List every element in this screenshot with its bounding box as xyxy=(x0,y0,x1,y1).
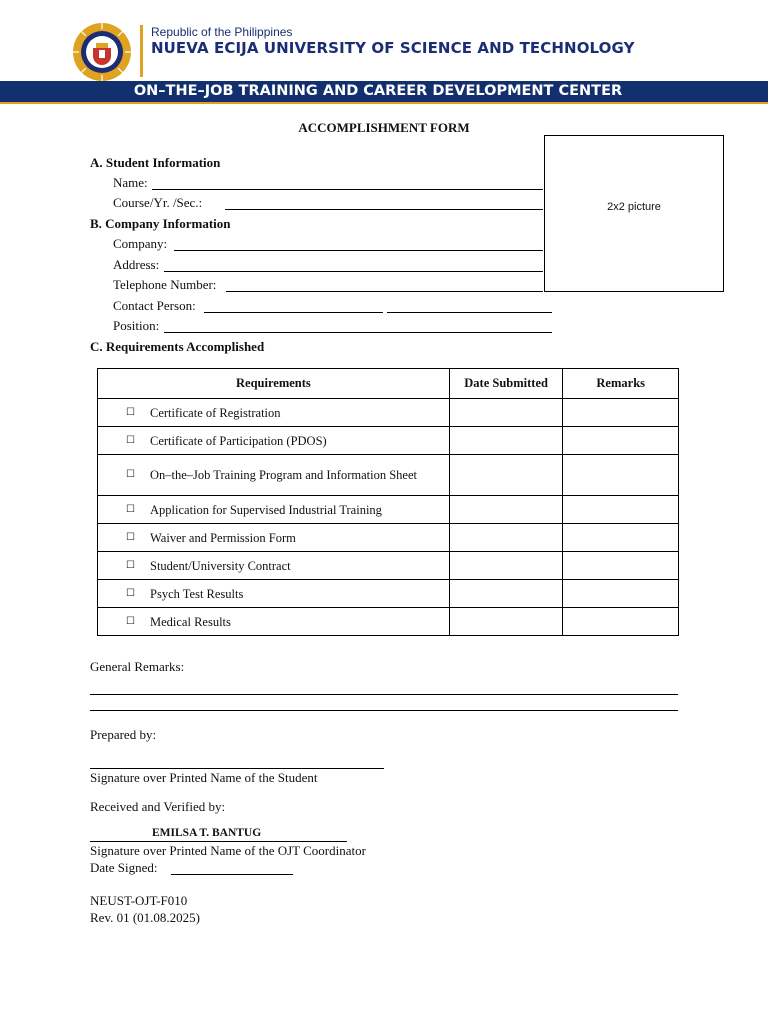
contact-number-field[interactable] xyxy=(387,312,552,313)
remarks-cell[interactable] xyxy=(563,552,679,580)
checkbox-icon[interactable]: ☐ xyxy=(126,406,135,418)
remarks-cell[interactable] xyxy=(563,496,679,524)
requirement-cell xyxy=(98,608,450,636)
remarks-cell[interactable] xyxy=(563,427,679,455)
table-row xyxy=(98,455,679,496)
checkbox-icon[interactable]: ☐ xyxy=(126,615,135,627)
checkbox-icon[interactable]: ☐ xyxy=(126,469,135,480)
general-remarks-line-1[interactable] xyxy=(90,694,678,695)
requirement-label: Certificate of Registration xyxy=(150,405,281,420)
received-verified-label: Received and Verified by: xyxy=(90,799,226,814)
section-c-heading: C. Requirements Accomplished xyxy=(90,339,265,354)
prepared-by-label: Prepared by: xyxy=(90,727,157,742)
remarks-cell[interactable] xyxy=(563,580,679,608)
center-name: ON–THE–JOB TRAINING AND CAREER DEVELOPMENT CENTER xyxy=(133,83,623,99)
checkbox-icon[interactable]: ☐ xyxy=(126,531,135,543)
remarks-cell[interactable] xyxy=(563,399,679,427)
requirement-cell xyxy=(98,524,450,552)
requirement-label: Student/University Contract xyxy=(150,558,291,573)
requirement-cell xyxy=(98,552,450,580)
requirement-label: Certificate of Participation (PDOS) xyxy=(150,433,327,448)
name-label: Name: xyxy=(113,175,148,190)
table-header-row xyxy=(98,369,679,399)
requirement-cell xyxy=(98,399,450,427)
requirement-cell xyxy=(98,455,450,496)
date-submitted-cell[interactable] xyxy=(449,427,563,455)
requirement-label: Waiver and Permission Form xyxy=(150,530,296,545)
telephone-field[interactable] xyxy=(226,291,543,292)
date-submitted-cell[interactable] xyxy=(449,552,563,580)
date-submitted-cell[interactable] xyxy=(449,580,563,608)
column-header: Remarks xyxy=(563,369,679,399)
date-submitted-cell[interactable] xyxy=(449,524,563,552)
checkbox-icon[interactable]: ☐ xyxy=(126,434,135,446)
table-row xyxy=(98,427,679,455)
republic-label: Republic of the Philippines xyxy=(151,25,293,39)
requirement-cell xyxy=(98,580,450,608)
date-submitted-cell[interactable] xyxy=(449,399,563,427)
requirement-cell xyxy=(98,496,450,524)
date-signed-label: Date Signed: xyxy=(90,860,158,875)
requirements-table xyxy=(97,368,679,636)
student-signature-line[interactable] xyxy=(90,768,384,769)
address-field[interactable] xyxy=(164,271,543,272)
column-header: Requirements xyxy=(98,369,450,399)
checkbox-icon[interactable]: ☐ xyxy=(126,503,135,515)
position-field[interactable] xyxy=(164,332,552,333)
company-label: Company: xyxy=(113,236,168,251)
company-field[interactable] xyxy=(174,250,543,251)
remarks-cell[interactable] xyxy=(563,524,679,552)
university-name: NUEVA ECIJA UNIVERSITY OF SCIENCE AND TECHNOLOGY xyxy=(151,39,635,57)
revision-label: Rev. 01 (01.08.2025) xyxy=(90,910,201,925)
table-row xyxy=(98,580,679,608)
checkbox-icon[interactable]: ☐ xyxy=(126,559,135,571)
date-submitted-cell[interactable] xyxy=(449,496,563,524)
date-submitted-cell[interactable] xyxy=(449,608,563,636)
requirement-label: On–the–Job Training Program and Information Sheet xyxy=(150,468,417,482)
checkbox-icon[interactable]: ☐ xyxy=(126,587,135,599)
section-b-heading: B. Company Information xyxy=(90,216,231,231)
table-row xyxy=(98,608,679,636)
table-row xyxy=(98,524,679,552)
date-signed-field[interactable] xyxy=(171,874,293,875)
position-label: Position: xyxy=(113,318,160,333)
table-row xyxy=(98,496,679,524)
contact-person-label: Contact Person: xyxy=(113,298,196,313)
table-row xyxy=(98,399,679,427)
address-label: Address: xyxy=(113,257,160,272)
remarks-cell[interactable] xyxy=(563,608,679,636)
requirement-label: Psych Test Results xyxy=(150,586,244,601)
coordinator-signature-line[interactable] xyxy=(90,841,347,842)
university-seal-icon xyxy=(72,22,132,82)
course-label: Course/Yr. /Sec.: xyxy=(113,195,203,210)
photo-label: 2x2 picture xyxy=(607,201,661,213)
requirement-cell xyxy=(98,427,450,455)
coordinator-signature-label: Signature over Printed Name of the OJT Coordinator xyxy=(90,843,366,858)
form-title: ACCOMPLISHMENT FORM xyxy=(298,120,470,135)
general-remarks-label: General Remarks: xyxy=(90,659,185,674)
column-header: Date Submitted xyxy=(449,369,563,399)
date-submitted-cell[interactable] xyxy=(449,455,563,496)
remarks-cell[interactable] xyxy=(563,455,679,496)
table-row xyxy=(98,552,679,580)
photo-box[interactable] xyxy=(544,135,724,292)
coordinator-name: EMILSA T. BANTUG xyxy=(152,827,262,839)
telephone-label: Telephone Number: xyxy=(113,277,217,292)
contact-person-field[interactable] xyxy=(204,312,383,313)
course-field[interactable] xyxy=(225,209,543,210)
form-code: NEUST-OJT-F010 xyxy=(90,893,188,908)
student-signature-label: Signature over Printed Name of the Student xyxy=(90,770,318,785)
requirement-label: Application for Supervised Industrial Training xyxy=(150,502,382,517)
header-divider xyxy=(140,25,143,77)
name-field[interactable] xyxy=(152,189,543,190)
section-a-heading: A. Student Information xyxy=(90,155,221,170)
requirement-label: Medical Results xyxy=(150,614,231,629)
general-remarks-line-2[interactable] xyxy=(90,710,678,711)
